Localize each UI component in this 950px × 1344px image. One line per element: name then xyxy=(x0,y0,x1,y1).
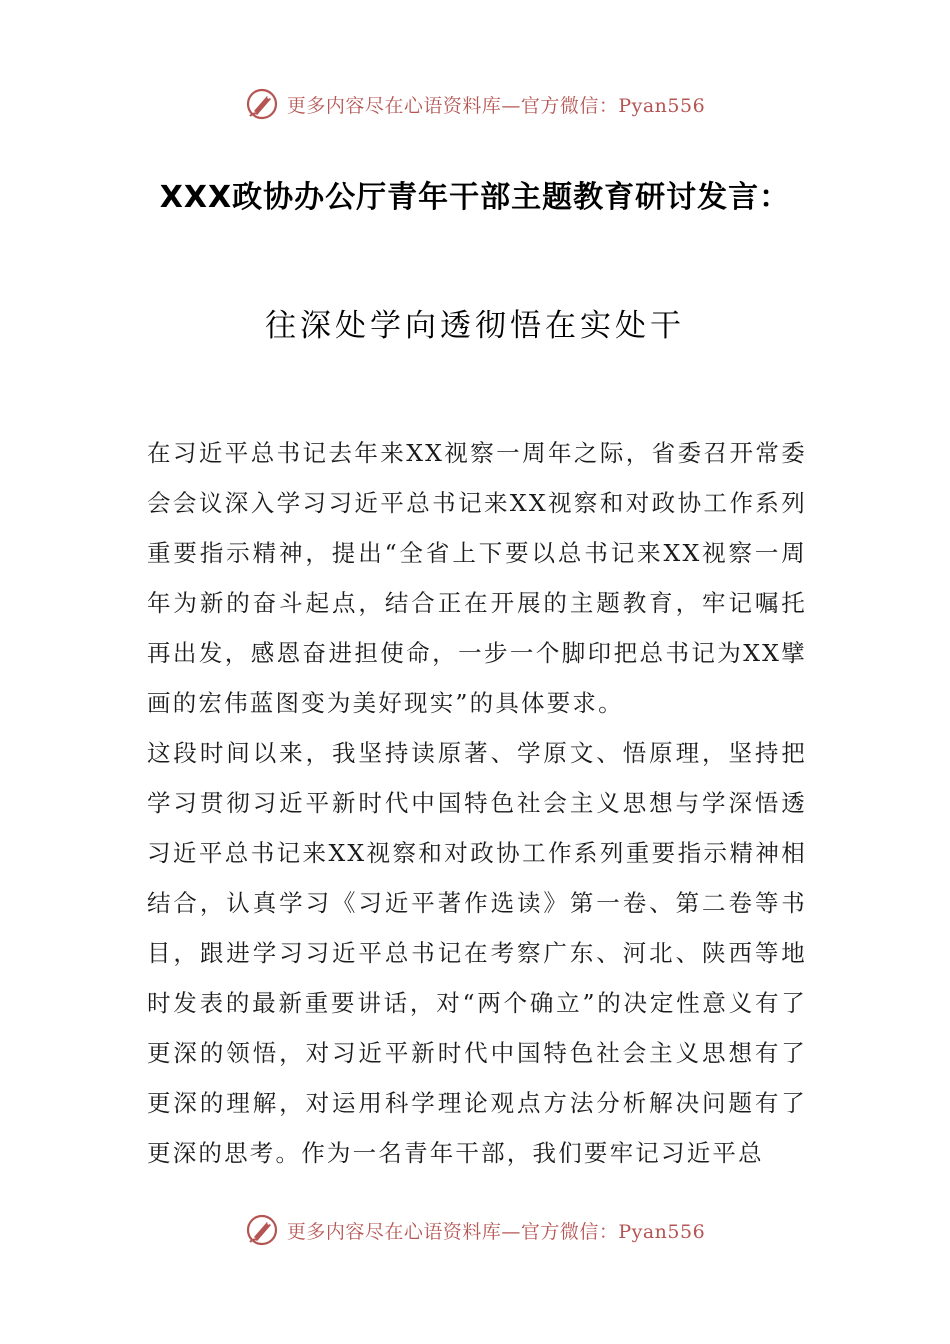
watermark-text: 更多内容尽在心语资料库—官方微信：Pyan556 xyxy=(286,1220,706,1243)
document-title: XXX政协办公厅青年干部主题教育研讨发言： xyxy=(159,180,791,215)
paragraph: 在习近平总书记去年来XX视察一周年之际，省委召开常委会会议深入学习习近平总书记来XX视察和对政协工作系列重要指示精神，提出“全省上下要以总书记来XX视察一周年为新的奋斗起点，结合正在开展的主题教育，牢记嘱托再出发，感恩奋进担使命，一步一个脚印把总书记为XX擘画的宏伟蓝图变为美好现实”的具体要求。 xyxy=(147,439,807,717)
watermark-banner-bottom xyxy=(0,1210,950,1250)
pen-nib-circle-logo-icon xyxy=(245,1213,279,1247)
watermark-text: 更多内容尽在心语资料库—官方微信：Pyan556 xyxy=(286,94,706,117)
document-subtitle: 往深处学向透彻悟在实处干 xyxy=(265,308,685,344)
document-body xyxy=(147,428,807,1178)
paragraph: 这段时间以来，我坚持读原著、学原文、悟原理，坚持把学习贯彻习近平新时代中国特色社会主义思想与学深悟透习近平总书记来XX视察和对政协工作系列重要指示精神相结合，认真学习《习近平著作选读》第一卷、第二卷等书目，跟进学习习近平总书记在考察广东、河北、陕西等地时发表的最新重要讲话，对“两个确立”的决定性意义有了更深的领悟，对习近平新时代中国特色社会主义思想有了更深的理解，对运用科学理论观点方法分析解决问题有了更深的思考。作为一名青年干部，我们要牢记习近平总 xyxy=(147,739,807,1167)
pen-nib-circle-logo-icon xyxy=(245,87,279,121)
watermark-banner-top xyxy=(0,84,950,124)
